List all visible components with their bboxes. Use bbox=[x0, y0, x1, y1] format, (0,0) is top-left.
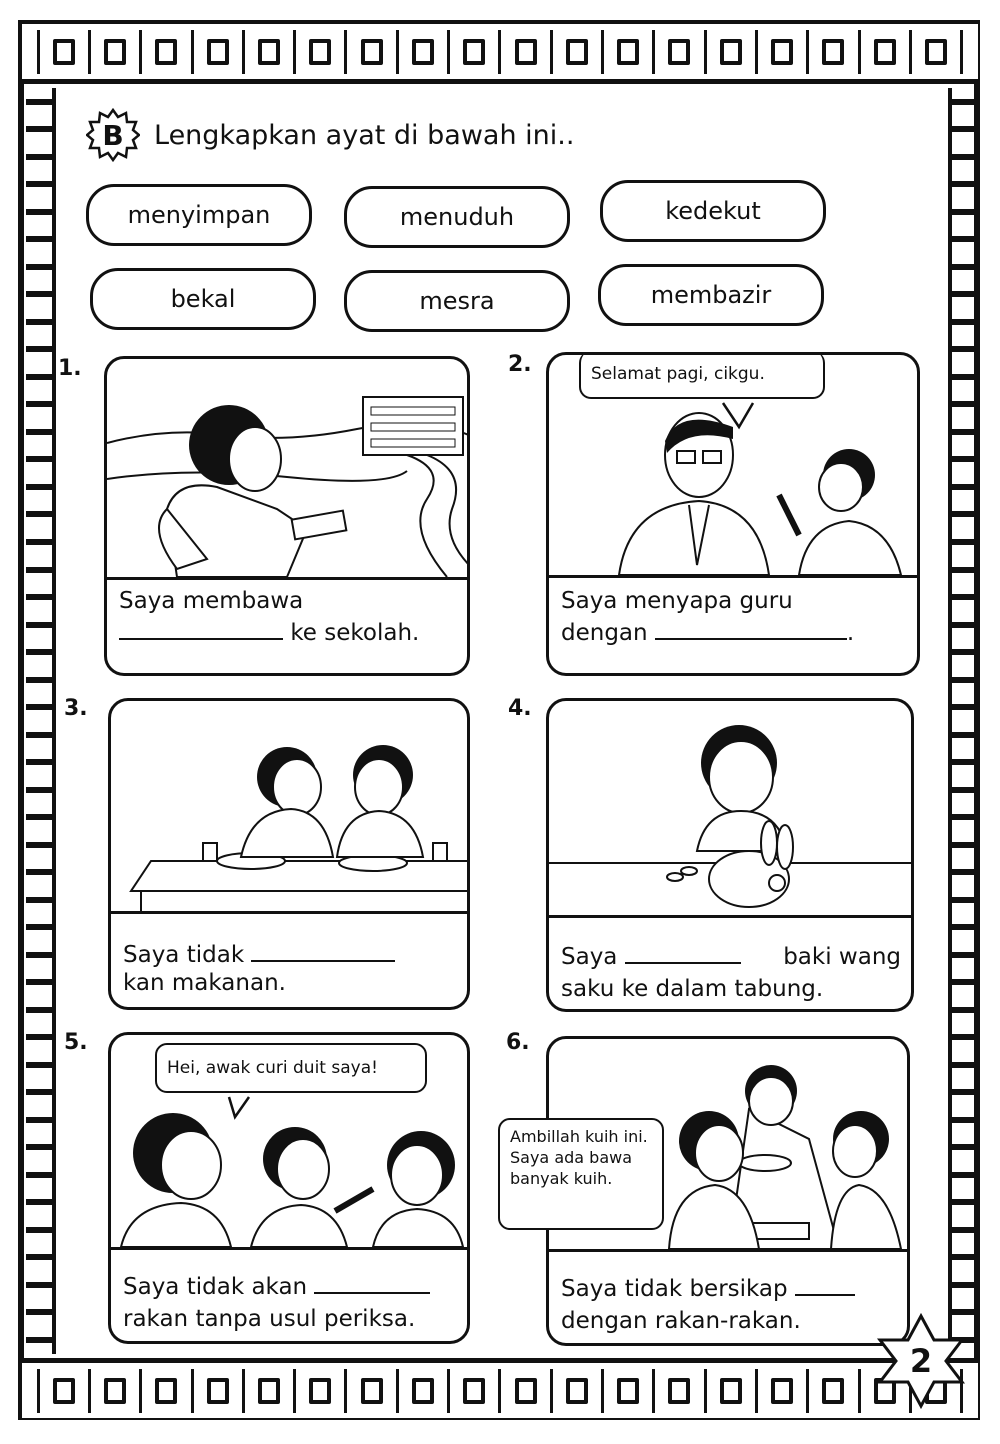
question-panel-4 bbox=[546, 698, 914, 1012]
left-border-pattern bbox=[26, 88, 56, 1354]
word-option: membazir bbox=[598, 264, 824, 326]
question-line-2: rakan tanpa usul periksa. bbox=[123, 1306, 416, 1332]
word-option: bekal bbox=[90, 268, 316, 330]
question-panel-3 bbox=[108, 698, 470, 1010]
right-border-pattern bbox=[948, 88, 978, 1354]
section-letter: B bbox=[102, 118, 124, 152]
question-text bbox=[119, 585, 457, 649]
question-text bbox=[123, 1271, 457, 1335]
question-panel-2 bbox=[546, 352, 920, 676]
top-border-pattern bbox=[22, 24, 978, 84]
bottom-border-pattern bbox=[22, 1358, 978, 1418]
question-line-1: Saya baki wang bbox=[561, 944, 901, 970]
question-number: 1. bbox=[58, 356, 82, 381]
question-number: 2. bbox=[508, 352, 532, 377]
illustration-canteen-table bbox=[111, 701, 467, 914]
answer-blank[interactable] bbox=[119, 637, 283, 640]
answer-blank[interactable] bbox=[314, 1291, 430, 1294]
answer-blank[interactable] bbox=[251, 959, 395, 962]
question-line-1: Saya menyapa guru bbox=[561, 588, 793, 614]
question-text bbox=[123, 939, 457, 999]
question-number: 3. bbox=[64, 696, 88, 721]
question-text bbox=[561, 1273, 897, 1337]
instruction-text: Lengkapkan ayat di bawah ini.. bbox=[154, 119, 575, 151]
question-line-1: Saya tidak akan bbox=[123, 1271, 457, 1303]
question-line-2: kan makanan. bbox=[123, 970, 286, 996]
question-line-2: saku ke dalam tabung. bbox=[561, 976, 824, 1002]
section-heading bbox=[86, 108, 574, 162]
question-line-2: ke sekolah. bbox=[119, 617, 457, 649]
question-line-1: Saya membawa bbox=[119, 588, 304, 614]
word-option: mesra bbox=[344, 270, 570, 332]
question-line-2: dengan . bbox=[561, 620, 855, 646]
word-option: menyimpan bbox=[86, 184, 312, 246]
question-line-1: Saya tidak bersikap bbox=[561, 1273, 897, 1305]
speech-bubble: Hei, awak curi duit saya! bbox=[155, 1043, 427, 1093]
page-number: 2 bbox=[909, 1342, 933, 1380]
answer-blank[interactable] bbox=[625, 961, 741, 964]
illustration-piggy-bank bbox=[549, 701, 911, 918]
word-option: menuduh bbox=[344, 186, 570, 248]
question-text bbox=[561, 585, 907, 649]
speech-bubble: Ambillah kuih ini. Saya ada bawa banyak kuih. bbox=[498, 1118, 664, 1230]
answer-blank[interactable] bbox=[655, 637, 847, 640]
illustration-school-road bbox=[107, 359, 467, 580]
section-badge bbox=[86, 108, 140, 162]
question-panel-5 bbox=[108, 1032, 470, 1344]
page-number-badge bbox=[872, 1312, 970, 1410]
answer-blank[interactable] bbox=[795, 1293, 855, 1296]
question-number: 4. bbox=[508, 696, 532, 721]
question-text bbox=[561, 941, 901, 1005]
question-line-2: dengan rakan-rakan. bbox=[561, 1308, 801, 1334]
word-option: kedekut bbox=[600, 180, 826, 242]
question-number: 5. bbox=[64, 1030, 88, 1055]
speech-bubble: Selamat pagi, cikgu. bbox=[579, 352, 825, 399]
question-panel-1 bbox=[104, 356, 470, 676]
question-number: 6. bbox=[506, 1030, 530, 1055]
question-line-1: Saya tidak bbox=[123, 939, 457, 971]
